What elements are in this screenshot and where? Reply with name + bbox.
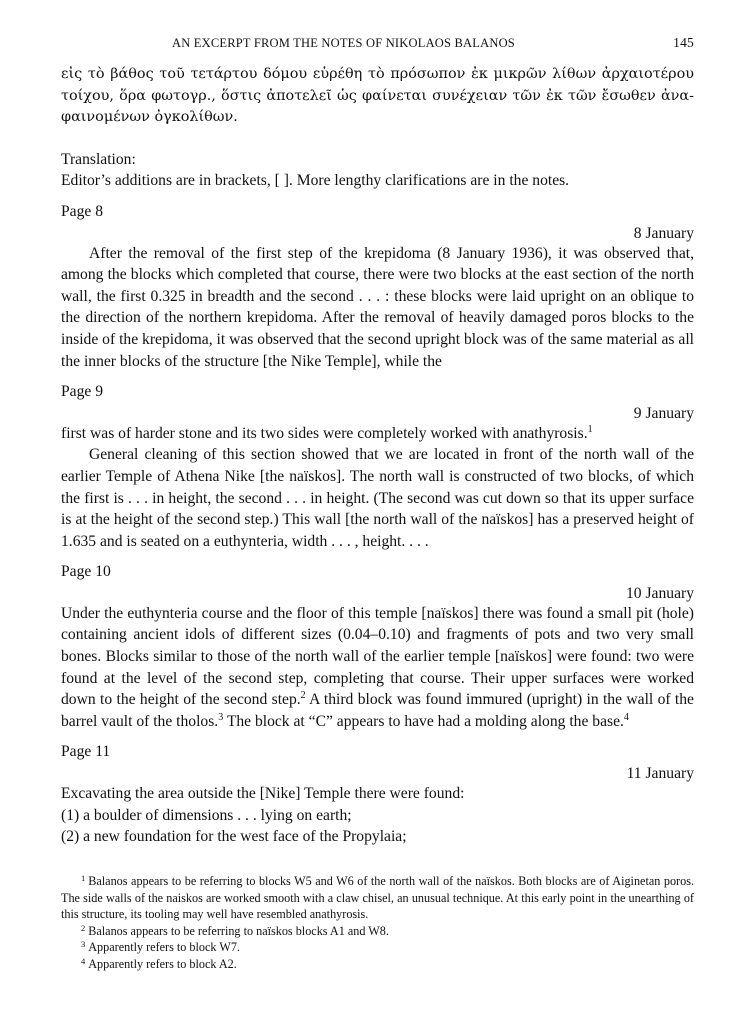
- footnote-2: [61, 923, 694, 940]
- footnote-mark: 4: [81, 955, 86, 966]
- editor-note: Editor’s additions are in brackets, [ ]. More lengthy clarifications are in the notes.: [61, 172, 570, 190]
- list-item: (1) a boulder of dimensions . . . lying on earth;: [61, 806, 352, 824]
- date-8-january: 8 January: [633, 224, 694, 242]
- footnote-ref-1[interactable]: 1: [587, 423, 593, 435]
- footnotes: [61, 873, 694, 973]
- footnote-text: Apparently refers to block A2.: [88, 956, 237, 971]
- footnote-mark: 1: [81, 873, 86, 883]
- paragraph-page9-a: [61, 423, 694, 445]
- paragraph-page10: [61, 603, 694, 733]
- list-item: (2) a new foundation for the west face of the Propylaia;: [61, 828, 407, 846]
- footnote-1: [61, 873, 694, 923]
- date-11-january: 11 January: [626, 765, 694, 783]
- section-heading-page9: Page 9: [61, 383, 104, 401]
- paragraph-page8: After the removal of the first step of the krepidoma (8 January 1936), it was observed that, among the blocks which completed that course, there were two blocks at the east section of the north wall, the first 0.325 in breadth and the second . . . : these blocks were laid upright on an oblique to the direction of the northern krepidoma. After the removal of heavily damaged poros blocks to the inside of the krepidoma, it was observed that the second upright block was of the same material as all the inner blocks of the structure [the Nike Temple], while the: [61, 244, 694, 370]
- paragraph-text: Under the euthynteria course and the floor of this temple [naïskos] there was found a small pit (hole) containing ancient idols of different sizes (0.04–0.10) and fragments of pots and two very small bones. Blocks similar to those of the north wall of the earlier temple [naïskos] were found: two were found at the level of the second step, completing that course. Their upper surfaces were worked down to the height of the second step.: [61, 604, 694, 709]
- page-number: 145: [673, 35, 694, 50]
- paragraph-text: A third block was found immured (upright) in the wall of the barrel vault of the tholos.: [61, 691, 694, 730]
- footnote-mark: 3: [81, 939, 86, 950]
- footnote-text: Balanos appears to be referring to naïskos blocks A1 and W8.: [88, 923, 389, 938]
- paragraph-page11-intro: Excavating the area outside the [Nike] Temple there were found:: [61, 785, 465, 803]
- footnote-ref-4[interactable]: 4: [623, 711, 629, 723]
- footnote-mark: 2: [81, 922, 86, 933]
- running-title: AN EXCERPT FROM THE NOTES OF NIKOLAOS BALANOS: [172, 36, 515, 50]
- footnote-text: Apparently refers to block W7.: [88, 940, 240, 955]
- paragraph-text: The block at “C” appears to have had a molding along the base.: [223, 712, 624, 730]
- footnote-ref-3[interactable]: 3: [218, 711, 224, 723]
- date-9-january: 9 January: [633, 404, 694, 422]
- date-10-january: 10 January: [626, 584, 694, 602]
- footnote-3: [61, 939, 694, 956]
- section-heading-page8: Page 8: [61, 202, 104, 220]
- footnote-ref-2[interactable]: 2: [300, 690, 306, 702]
- section-heading-page11: Page 11: [61, 743, 111, 761]
- greek-quotation: εἰς τὸ βάθος τοῦ τετάρτου δόμου εὑρέθη τὸ πρόσωπον ἐκ μικρῶν λίθων ἀρχαιοτέρου τοίχου, ὅρα φωτογρ., ὅστις ἀποτελεῖ ὡς φαίνεται συνέχειαν τῶν ἐκ τῶν ἔσωθεν ἀνα-φαινομένων ὀγκολίθων.: [61, 66, 694, 126]
- paragraph-text: first was of harder stone and its two sides were completely worked with anathyrosis.: [61, 424, 588, 442]
- footnote-text: Balanos appears to be referring to blocks W5 and W6 of the north wall of the naïskos. Both blocks are of Aiginetan poros. The side walls of the naiskos are worked smooth with a claw chisel, an unusual technique. At this early point in the unearthing of this structure, its tooling may well have resembled anathyrosis.: [61, 874, 694, 922]
- section-heading-page10: Page 10: [61, 563, 111, 581]
- paragraph-page9-b: General cleaning of this section showed that we are located in front of the north wall of the earlier Temple of Athena Nike [the naïskos]. The north wall is constructed of two blocks, of which the first is . . . in height, the second . . . in height. (The second was cut down so that its upper surface is at the height of the second step.) This wall [the north wall of the naïskos] has a preserved height of 1.635 and is seated on a euthynteria, width . . . , height. . . .: [61, 446, 694, 550]
- footnote-4: [61, 956, 694, 973]
- translation-label: Translation:: [61, 150, 136, 168]
- main-text: [61, 64, 694, 848]
